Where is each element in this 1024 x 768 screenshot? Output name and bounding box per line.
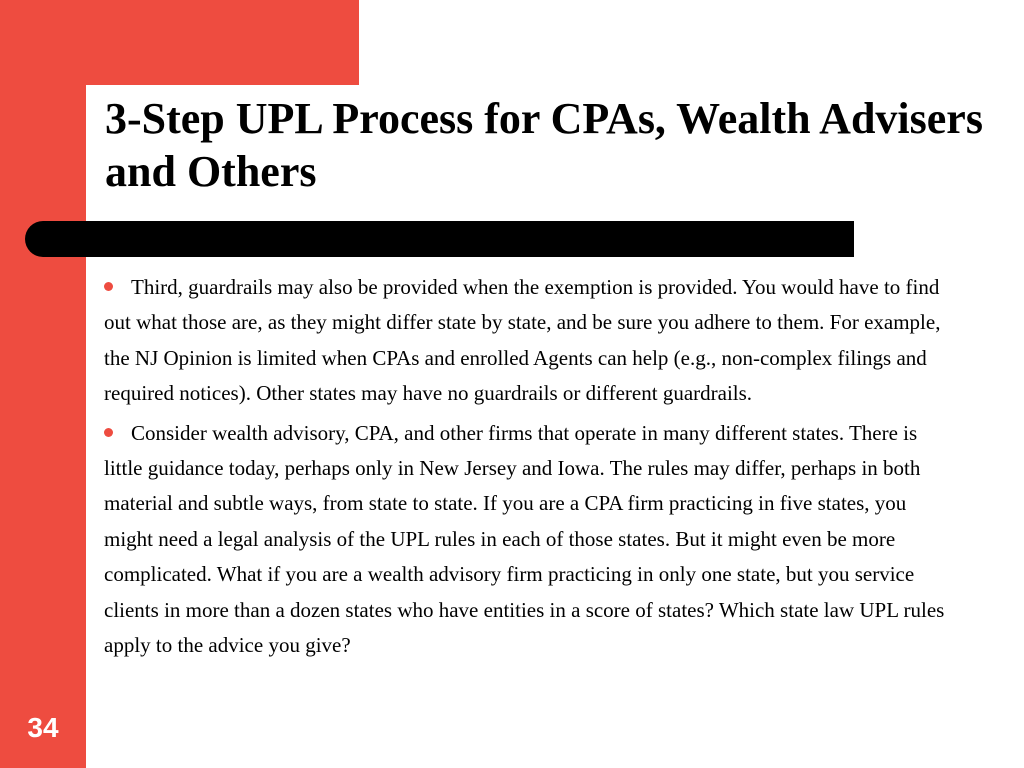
bullet-text: Third, guardrails may also be provided when the exemption is provided. You would have to find out what those are, as they might differ state by state, and be sure you adhere to them. For example, the NJ Opinion is limited when CPAs and enrolled Agents can help (e.g., non-complex filings and required notices). Other states may have no guardrails or different guardrails. xyxy=(104,275,941,406)
slide-title: 3-Step UPL Process for CPAs, Wealth Advisers and Others xyxy=(105,94,983,196)
bullet-item xyxy=(104,270,954,412)
bullet-text: Consider wealth advisory, CPA, and other firms that operate in many different states. There is little guidance today, perhaps only in New Jersey and Iowa. The rules may differ, perhaps in both material and subtle ways, from state to state. If you are a CPA firm practicing in five states, you might need a legal analysis of the UPL rules in each of those states. But it might even be more complicated. What if you are a wealth advisory firm practicing in only one state, but you service clients in more than a dozen states who have entities in a score of states? Which state law UPL rules apply to the advice you give? xyxy=(104,420,945,658)
bullet-item xyxy=(104,416,954,664)
page-number: 34 xyxy=(27,712,59,743)
slide-body xyxy=(104,270,954,667)
red-dot-icon xyxy=(104,282,113,291)
title-underline-bar xyxy=(25,221,854,257)
red-dot-icon xyxy=(104,428,113,437)
left-red-strip xyxy=(0,0,86,768)
